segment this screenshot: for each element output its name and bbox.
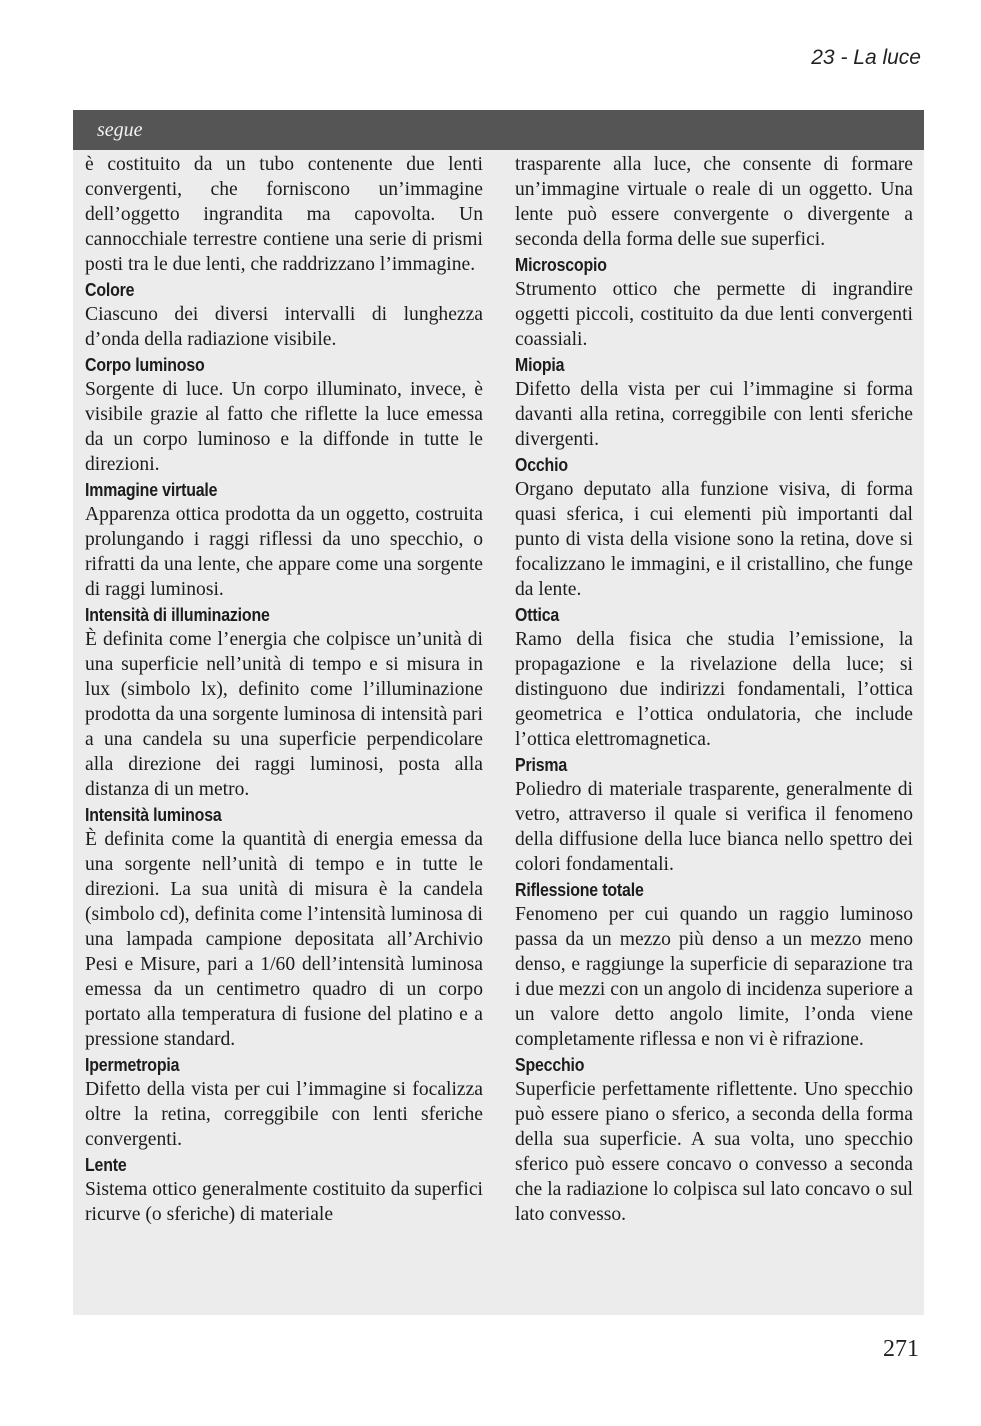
term-riflessione-totale: Riflessione totale bbox=[515, 879, 644, 900]
term-ottica: Ottica bbox=[515, 604, 560, 625]
term-corpo-luminoso: Corpo luminoso bbox=[85, 354, 205, 375]
running-head: 23 - La luce bbox=[811, 46, 921, 69]
continued-definition: è costituito da un tubo contenente due lenti convergenti, che forniscono un’immagine dell’oggetto ingrandita ma capovolta. Un cannocchiale terrestre contiene una serie di prismi posti tra le due lenti, che raddrizzano l’immagine. bbox=[85, 154, 483, 275]
term-ipermetropia: Ipermetropia bbox=[85, 1054, 180, 1075]
term-intensita-illuminazione: Intensità di illuminazione bbox=[85, 604, 270, 625]
definition-intensita-illuminazione: È definita come l’energia che colpisce un’unità di una superficie nell’unità di tempo e si misura in lux (simbolo lx), definito come l’illuminazione prodotta da una sorgente luminosa di intensità pari a una candela su una superficie perpendicolare alla direzione dei raggi luminosi, posta alla distanza di un metro. bbox=[85, 629, 483, 800]
page-number: 271 bbox=[883, 1336, 919, 1362]
term-immagine-virtuale: Immagine virtuale bbox=[85, 479, 218, 500]
definition-prisma: Poliedro di materiale trasparente, generalmente di vetro, attraverso il quale si verifica il fenomeno della diffusione della luce bianca nello spettro dei colori fondamentali. bbox=[515, 779, 913, 875]
term-colore: Colore bbox=[85, 279, 135, 300]
term-prisma: Prisma bbox=[515, 754, 568, 775]
definition-occhio: Organo deputato alla funzione visiva, di forma quasi sferica, i cui elementi più importanti dal punto di vista della visione sono la retina, dove si focalizzano le immagini, e il cristallino, che funge da lente. bbox=[515, 479, 913, 600]
definition-ipermetropia: Difetto della vista per cui l’immagine si focalizza oltre la retina, correggibile con lenti sferiche convergenti. bbox=[85, 1079, 483, 1150]
left-column bbox=[85, 152, 483, 1227]
term-lente: Lente bbox=[85, 1154, 127, 1175]
term-miopia: Miopia bbox=[515, 354, 565, 375]
right-column bbox=[515, 152, 913, 1227]
definition-colore: Ciascuno dei diversi intervalli di lunghezza d’onda della radiazione visibile. bbox=[85, 304, 483, 350]
definition-miopia: Difetto della vista per cui l’immagine si forma davanti alla retina, correggibile con lenti sferiche divergenti. bbox=[515, 379, 913, 450]
definition-lente: Sistema ottico generalmente costituito da superfici ricurve (o sferiche) di materiale bbox=[85, 1179, 483, 1225]
term-specchio: Specchio bbox=[515, 1054, 585, 1075]
glossary-columns bbox=[73, 152, 924, 1315]
definition-microscopio: Strumento ottico che permette di ingrandire oggetti piccoli, costituito da due lenti convergenti coassiali. bbox=[515, 279, 913, 350]
term-occhio: Occhio bbox=[515, 454, 568, 475]
definition-immagine-virtuale: Apparenza ottica prodotta da un oggetto, costruita prolungando i raggi riflessi da uno specchio, o rifratti da una lente, che appare come una sorgente di raggi luminosi. bbox=[85, 504, 483, 600]
definition-intensita-luminosa: È definita come la quantità di energia emessa da una sorgente nell’unità di tempo e in tutte le direzioni. La sua unità di misura è la candela (simbolo cd), definita come l’intensità luminosa di una lampada campione depositata all’Archivio Pesi e Misure, pari a 1/60 dell’intensità luminosa emessa da un centimetro quadro di un corpo portato alla temperatura di fusione del platino e a pressione standard. bbox=[85, 829, 483, 1050]
term-microscopio: Microscopio bbox=[515, 254, 607, 275]
definition-corpo-luminoso: Sorgente di luce. Un corpo illuminato, invece, è visibile grazie al fatto che riflette la luce emessa da un corpo luminoso e la diffonde in tutte le direzioni. bbox=[85, 379, 483, 475]
definition-ottica: Ramo della fisica che studia l’emissione, la propagazione e la rivelazione della luce; si distinguono due indirizzi fondamentali, l’ottica geometrica e l’ottica ondulatoria, che include l’ottica elettromagnetica. bbox=[515, 629, 913, 750]
definition-riflessione-totale: Fenomeno per cui quando un raggio luminoso passa da un mezzo più denso a un mezzo meno denso, e raggiunge la superficie di separazione tra i due mezzi con un angolo di incidenza superiore a un valore detto angolo limite, l’onda viene completamente riflessa e non vi è rifrazione. bbox=[515, 904, 913, 1050]
glossary-box bbox=[73, 110, 924, 1315]
continued-banner: segue bbox=[73, 110, 924, 150]
definition-specchio: Superficie perfettamente riflettente. Uno specchio può essere piano o sferico, a seconda della forma della sua superficie. A sua volta, uno specchio sferico può essere concavo o convesso a seconda che la radiazione lo colpisca sul lato concavo o sul lato convesso. bbox=[515, 1079, 913, 1225]
term-intensita-luminosa: Intensità luminosa bbox=[85, 804, 222, 825]
continued-definition: trasparente alla luce, che consente di formare un’immagine virtuale o reale di un oggetto. Una lente può essere convergente o divergente a seconda della forma delle sue superfici. bbox=[515, 154, 913, 250]
